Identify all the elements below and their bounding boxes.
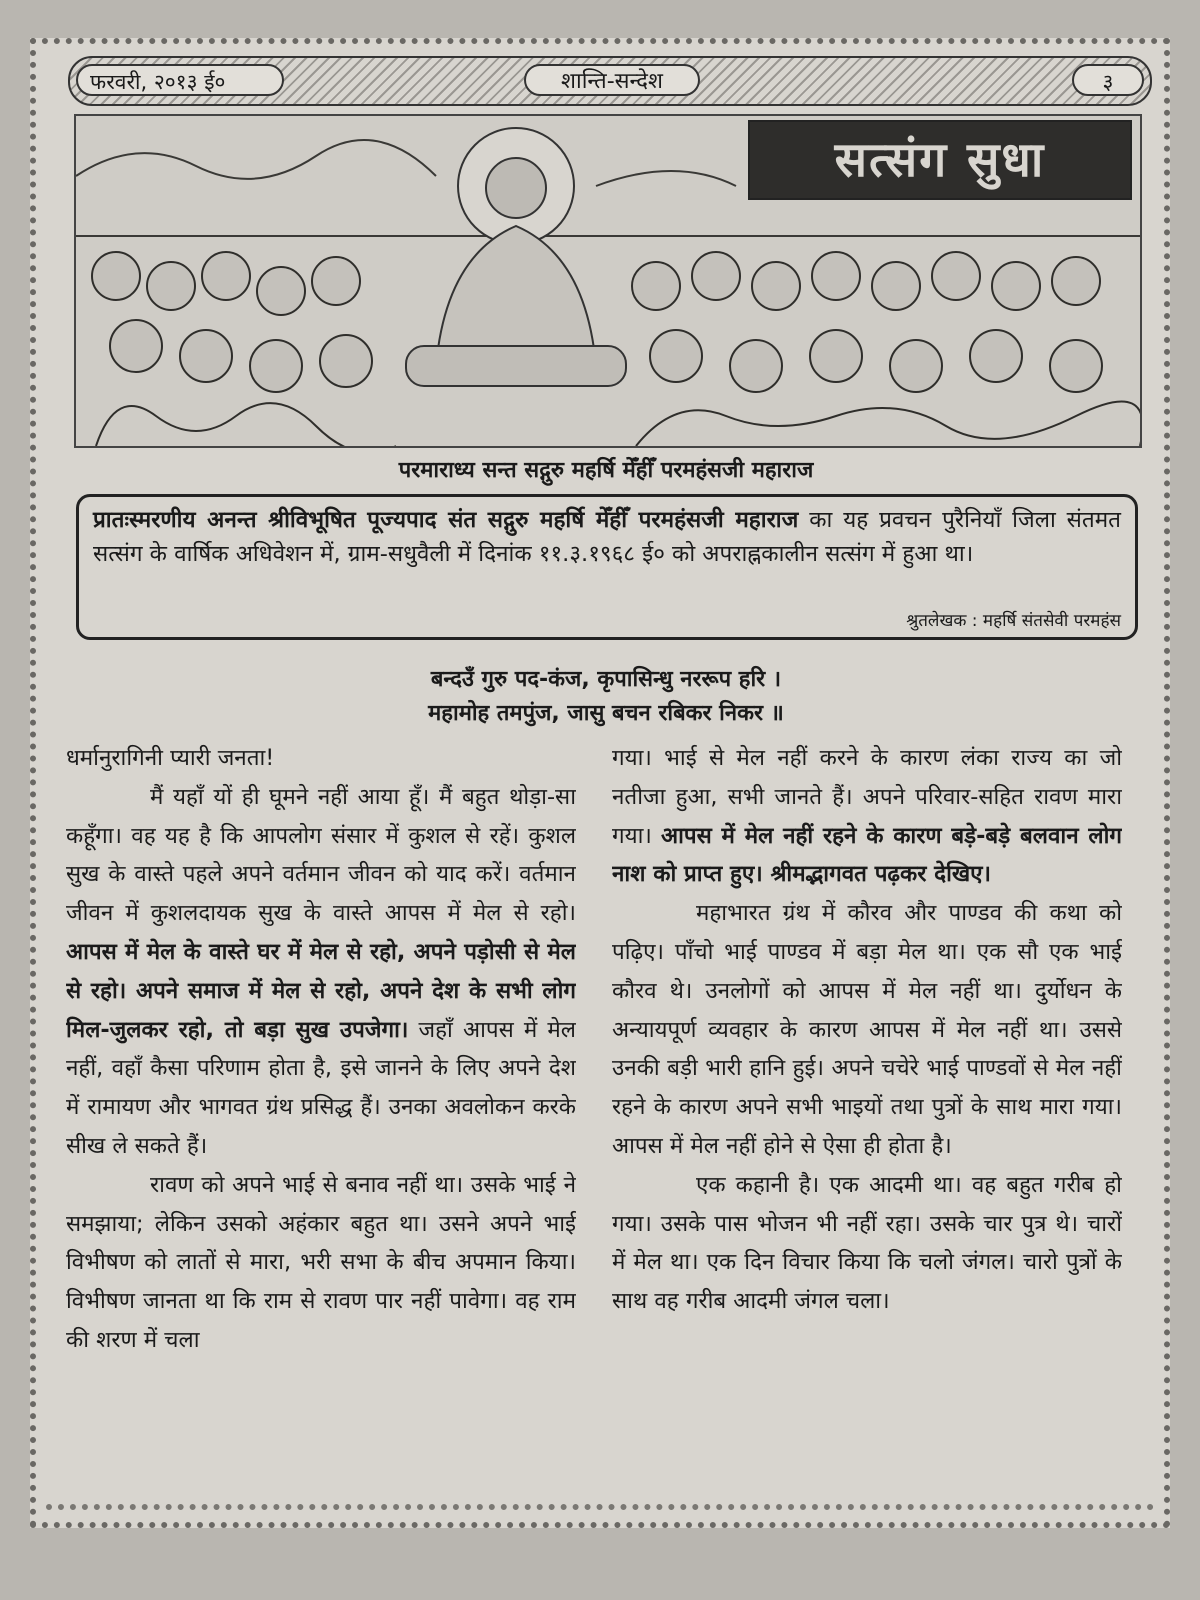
illustration-caption: परमाराध्य सन्त सद्गुरु महर्षि मेँहीँ परमहंसजी महाराज [398, 458, 814, 483]
issue-date: फरवरी, २०१३ ई० [76, 64, 284, 96]
sermon-notice-box [76, 494, 1138, 640]
page-number: ३ [1072, 64, 1144, 96]
notice-lead: प्रातःस्मरणीय अनन्त श्रीविभूषित पूज्यपाद संत सद्गुरु महर्षि मेँहीँ परमहंसजी महाराज [93, 507, 799, 533]
decorative-border-bottom [46, 1504, 1154, 1510]
paragraph [612, 739, 1122, 894]
paragraph: एक कहानी है। एक आदमी था। वह बहुत गरीब हो गया। उसके पास भोजन भी नहीं रहा। उसके चार पुत्र थे। चारों में मेल था। एक दिन विचार किया कि चलो जंगल। चारो पुत्रों के साथ वह गरीब आदमी जंगल चला। [612, 1171, 1122, 1315]
paragraph-emphasis: आपस में मेल के वास्ते घर में मेल से रहो, अपने पड़ोसी से मेल से रहो। अपने समाज में मेल से रहो, अपने देश के सभी लोग मिल-जुलकर रहो, तो बड़ा सुख उपजेगा। [66, 938, 576, 1043]
verse-line-2: महामोह तमपुंज, जासु बचन रबिकर निकर ॥ [428, 701, 784, 726]
left-column [66, 739, 576, 1499]
verse-line-1: बन्दउँ गुरु पद-कंज, कृपासिन्धु नररूप हरि । [430, 667, 782, 692]
right-column [612, 739, 1122, 1499]
paragraph: महाभारत ग्रंथ में कौरव और पाण्डव की कथा को पढ़िए। पाँचो भाई पाण्डव में बड़ा मेल था। एक सौ एक भाई कौरव थे। उनलोगों को आपस में मेल नहीं था। दुर्योधन के अन्यायपूर्ण व्यवहार के कारण आपस में मेल नहीं था। उससे उनकी बड़ी भारी हानि हुई। अपने चचेरे भाई पाण्डवों से मेल नहीं रहने के कारण अपने सभी भाइयों तथा पुत्रों के साथ मारा गया। आपस में मेल नहीं होने से ऐसा ही होता है। [612, 900, 1122, 1159]
notice-text [93, 503, 1121, 571]
page-header [68, 56, 1152, 106]
transcriber-credit: श्रुतलेखक : महर्षि संतसेवी परमहंस [906, 611, 1121, 631]
greeting: धर्मानुरागिनी प्यारी जनता! [66, 745, 275, 771]
magazine-title: शान्ति-सन्देश [524, 64, 700, 96]
magazine-page [30, 38, 1170, 1528]
paragraph-text: जहाँ आपस में मेल नहीं, वहाँ कैसा परिणाम होता है, इसे जानने के लिए अपने देश में रामायण और भागवत ग्रंथ प्रसिद्ध हैं। उनका अवलोकन करके सीख ले सकते हैं। [66, 1016, 576, 1159]
satsang-sudha-logo: सत्संग सुधा [748, 120, 1132, 200]
paragraph-text: मैं यहाँ यों ही घूमने नहीं आया हूँ। मैं बहुत थोड़ा-सा कहूँगा। वह यह है कि आपलोग संसार में कुशल से रहें। कुशल सुख के वास्ते पहले अपने वर्तमान जीवन को याद करें। वर्तमान जीवन में कुशलदायक सुख के वास्ते आपस में मेल से रहो। [66, 783, 576, 927]
notice-body: का यह प्रवचन पुरैनियाँ जिला संतमत सत्संग के वार्षिक अधिवेशन में, ग्राम-सधुवैली में दिनांक ११.३.१९६८ ई० को अपराह्नकालीन सत्संग में हुआ था। [93, 507, 1121, 567]
paragraph: रावण को अपने भाई से बनाव नहीं था। उसके भाई ने समझाया; लेकिन उसको अहंकार बहुत था। उसने अपने भाई विभीषण को लातों से मारा, भरी सभा के बीच अपमान किया। विभीषण जानता था कि राम से रावण पार नहीं पावेगा। वह राम की शरण में चला [66, 1171, 576, 1353]
paragraph-text: गया। भाई से मेल नहीं करने के कारण लंका राज्य का जो नतीजा हुआ, सभी जानते हैं। अपने परिवार-सहित रावण मारा गया। [612, 745, 1122, 849]
paragraph-emphasis: आपस में मेल नहीं रहने के कारण बड़े-बड़े बलवान लोग नाश को प्राप्त हुए। श्रीमद्भागवत पढ़कर देखिए। [612, 822, 1122, 888]
satsang-illustration [74, 114, 1142, 448]
paragraph [66, 778, 576, 1166]
